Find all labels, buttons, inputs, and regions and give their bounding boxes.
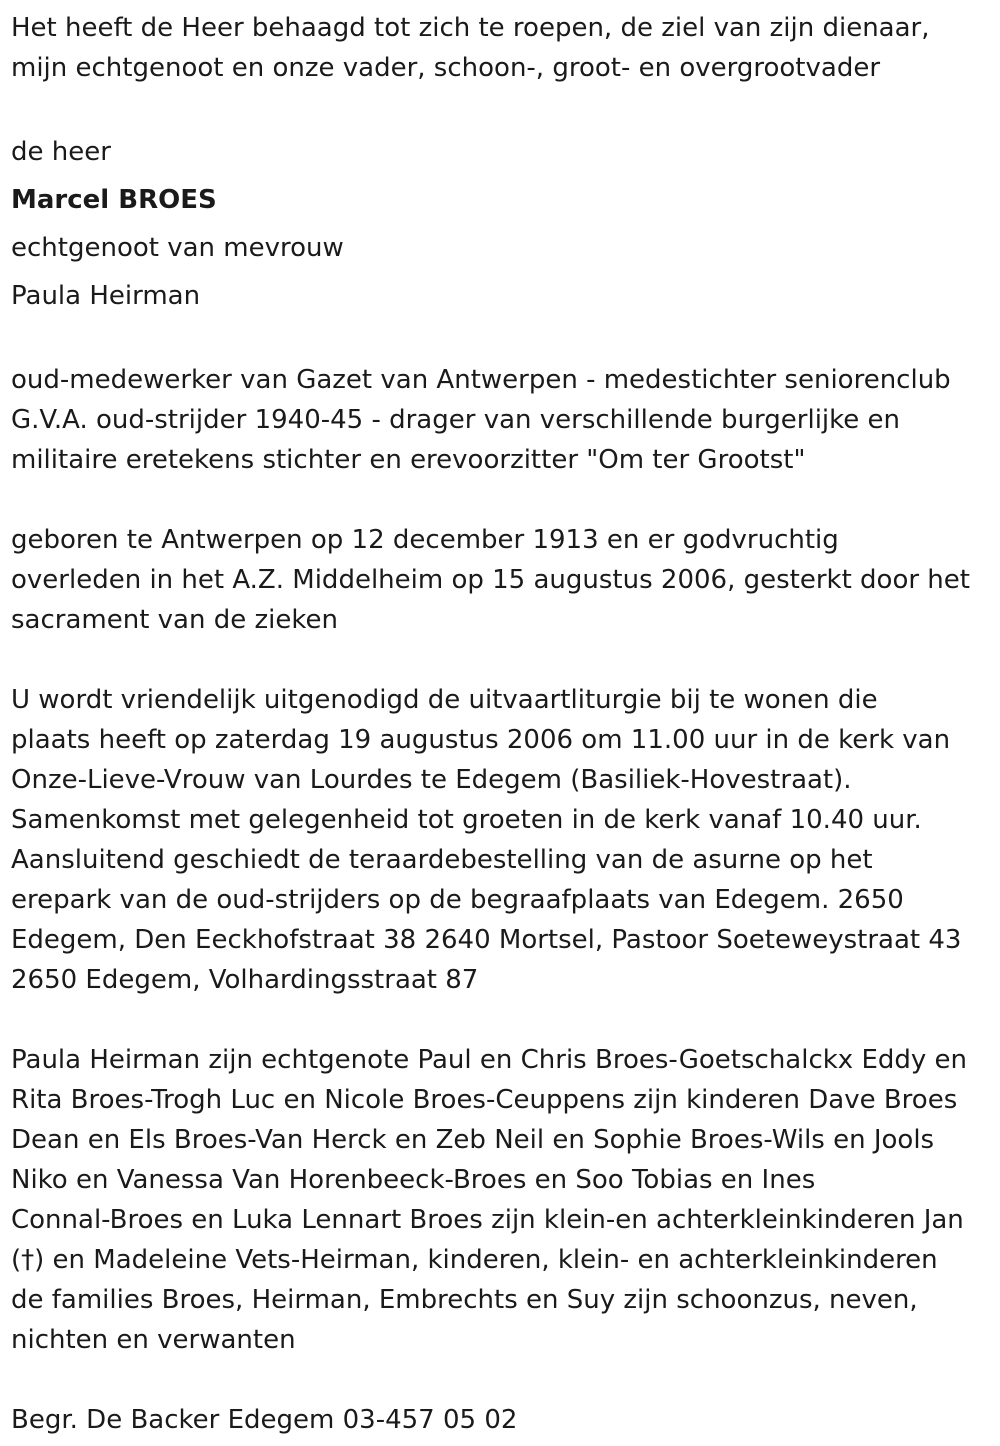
- intro-line: mijn echtgenoot en onze vader, schoon-, groot- en overgrootvader: [11, 53, 881, 83]
- career-line: oud-medewerker van Gazet van Antwerpen - medestichter seniorenclub: [11, 365, 951, 395]
- family-line: Rita Broes-Trogh Luc en Nicole Broes-Ceuppens zijn kinderen Dave Broes: [11, 1085, 958, 1115]
- invitation-line: U wordt vriendelijk uitgenodigd de uitvaartliturgie bij te wonen die: [11, 685, 878, 715]
- birth-death-line: overleden in het A.Z. Middelheim op 15 augustus 2006, gesterkt door het: [11, 565, 970, 595]
- family-line: Paula Heirman zijn echtgenote Paul en Chris Broes-Goetschalckx Eddy en: [11, 1045, 968, 1075]
- family-line: de families Broes, Heirman, Embrechts en Suy zijn schoonzus, neven,: [11, 1285, 918, 1315]
- spouse-label: echtgenoot van mevrouw: [11, 233, 344, 263]
- invitation-line: Samenkomst met gelegenheid tot groeten in de kerk vanaf 10.40 uur.: [11, 805, 922, 835]
- family-line: Dean en Els Broes-Van Herck en Zeb Neil en Sophie Broes-Wils en Jools: [11, 1125, 935, 1155]
- family-paragraph: [11, 1040, 993, 1360]
- invitation-paragraph: [11, 680, 993, 1000]
- deceased-name: Marcel BROES: [11, 185, 217, 215]
- career-paragraph: [11, 360, 993, 480]
- birth-death-paragraph: [11, 520, 993, 640]
- intro-line: Het heeft de Heer behaagd tot zich te roepen, de ziel van zijn dienaar,: [11, 13, 930, 43]
- family-line: Connal-Broes en Luka Lennart Broes zijn klein-en achterkleinkinderen Jan: [11, 1205, 964, 1235]
- birth-death-line: sacrament van de zieken: [11, 605, 338, 635]
- family-line: (†) en Madeleine Vets-Heirman, kinderen, klein- en achterkleinkinderen: [11, 1245, 938, 1275]
- family-line: nichten en verwanten: [11, 1325, 296, 1355]
- spouse-name: Paula Heirman: [11, 281, 201, 311]
- invitation-line: Edegem, Den Eeckhofstraat 38 2640 Mortsel, Pastoor Soeteweystraat 43: [11, 925, 962, 955]
- invitation-line: Onze-Lieve-Vrouw van Lourdes te Edegem (Basiliek-Hovestraat).: [11, 765, 852, 795]
- birth-death-line: geboren te Antwerpen op 12 december 1913 en er godvruchtig: [11, 525, 839, 555]
- undertaker-line: Begr. De Backer Edegem 03-457 05 02: [11, 1405, 518, 1435]
- invitation-line: 2650 Edegem, Volhardingsstraat 87: [11, 965, 479, 995]
- invitation-line: erepark van de oud-strijders op de begraafplaats van Edegem. 2650: [11, 885, 904, 915]
- career-line: militaire eretekens stichter en erevoorzitter "Om ter Grootst": [11, 445, 806, 475]
- title-prefix: de heer: [11, 137, 111, 167]
- family-line: Niko en Vanessa Van Horenbeeck-Broes en Soo Tobias en Ines: [11, 1165, 816, 1195]
- career-line: G.V.A. oud-strijder 1940-45 - drager van verschillende burgerlijke en: [11, 405, 901, 435]
- intro-paragraph: [11, 8, 993, 88]
- invitation-line: plaats heeft op zaterdag 19 augustus 2006 om 11.00 uur in de kerk van: [11, 725, 951, 755]
- obituary-document: [11, 8, 993, 1440]
- invitation-line: Aansluitend geschiedt de teraardebestelling van de asurne op het: [11, 845, 873, 875]
